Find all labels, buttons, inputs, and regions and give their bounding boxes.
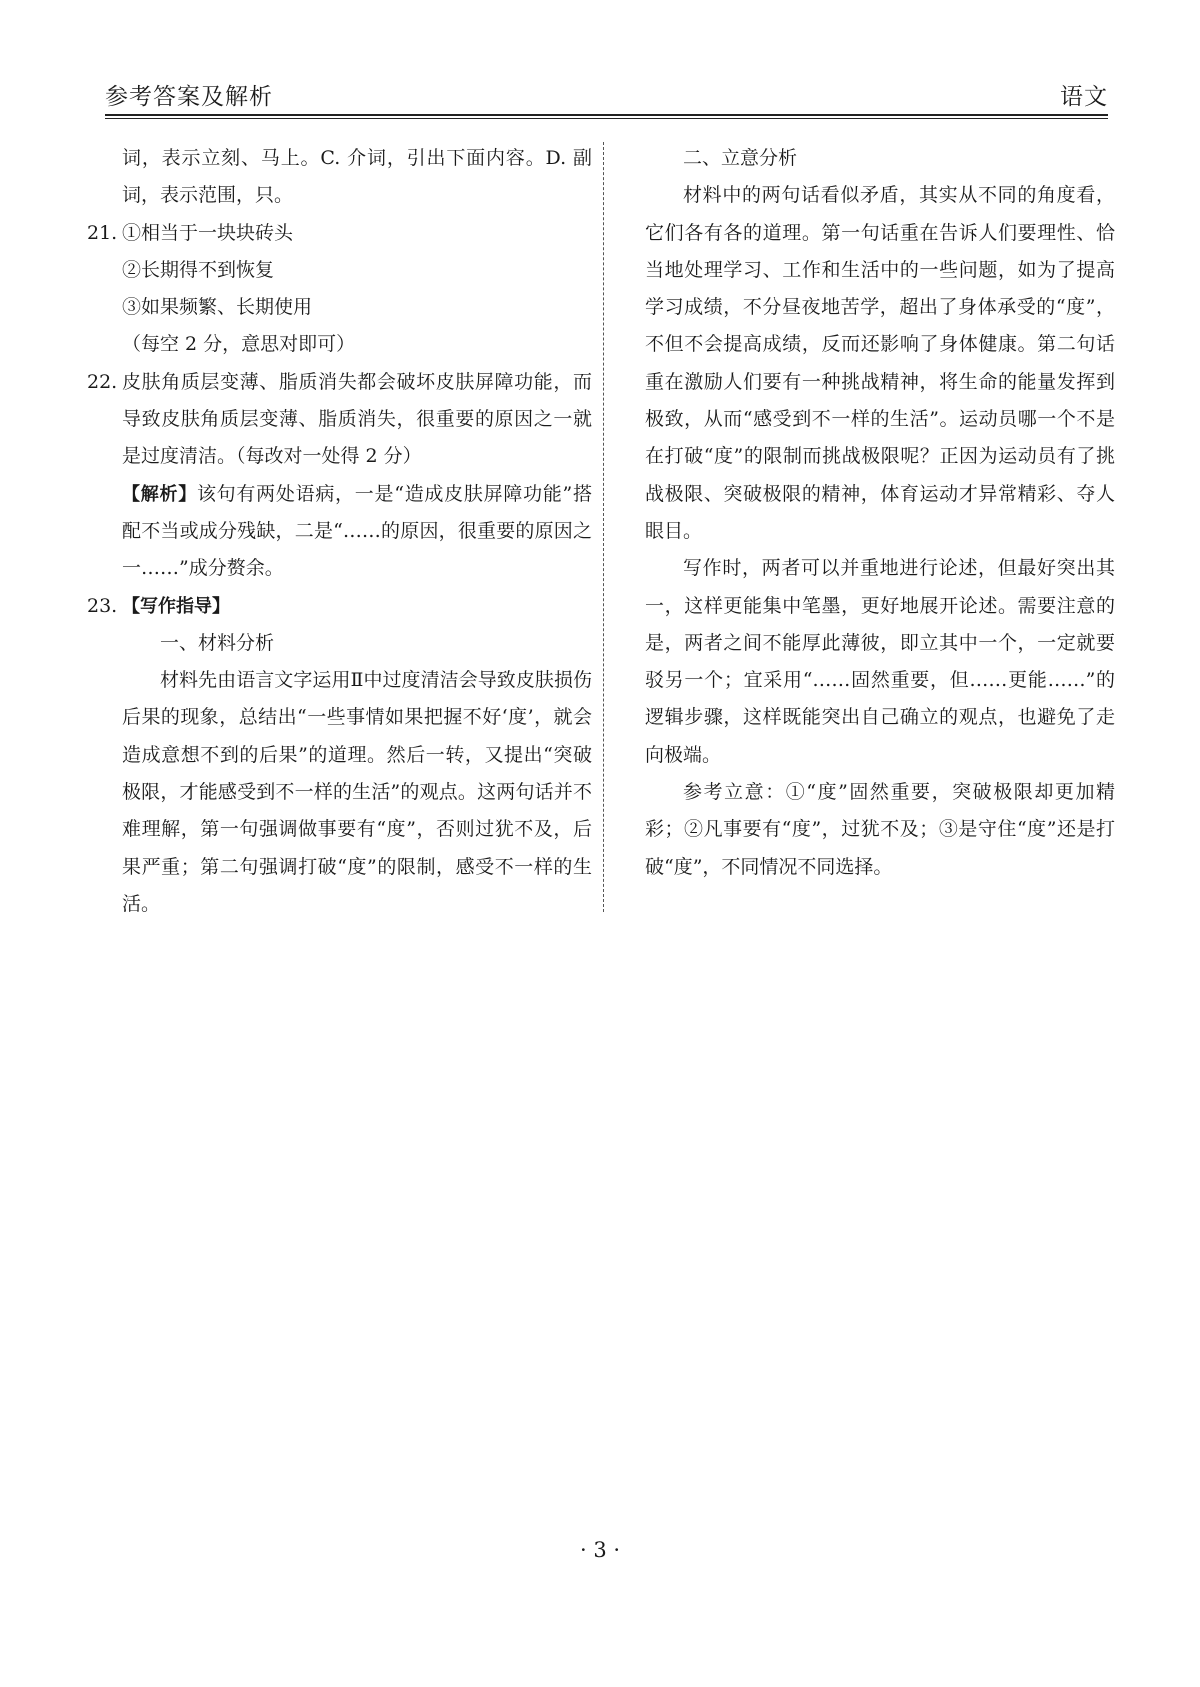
answer-21-2: ②长期得不到恢复 — [122, 258, 275, 281]
question-number: 21. — [87, 221, 118, 244]
answer-22: 皮肤角质层变薄、脂质消失都会破坏皮肤屏障功能，而导致皮肤角质层变薄、脂质消失，很重要的原因之一就是过度清洁。（每改对一处得 2 分） — [122, 370, 592, 468]
paragraph: 写作时，两者可以并重地进行论述，但最好突出其一，这样更能集中笔墨，更好地展开论述。需要注意的是，两者之间不能厚此薄彼，即立其中一个，一定就要驳另一个；宜采用“……固然重要，但……更能……”的逻辑步骤，这样既能突出自己确立的观点，也避免了走向极端。 — [645, 557, 1115, 766]
question-23 — [87, 588, 592, 924]
analysis-22 — [122, 476, 592, 588]
header-rule — [105, 118, 1108, 119]
header-title: 参考答案及解析 — [105, 84, 273, 110]
analysis-text: 该句有两处语病，一是“造成皮肤屏障功能”搭配不当或成分残缺，二是“……的原因，很重要的原因之一……”成分赘余。 — [122, 482, 593, 580]
page-header — [105, 78, 1108, 116]
right-column — [645, 140, 1115, 886]
material-analysis: 材料先由语言文字运用Ⅱ中过度清洁会导致皮肤损伤后果的现象，总结出“一些事情如果把握不好‘度’，就会造成意想不到的后果”的道理。然后一转，又提出“突破极限，才能感受到不一样的生活”的观点。这两句话并不难理解，第一句强调做事要有“度”，否则过犹不及，后果严重；第二句强调打破“度”的限制，感受不一样的生活。 — [122, 669, 592, 915]
continuation-text: 词，表示立刻、马上。C. 介词，引出下面内容。D. 副词，表示范围，只。 — [122, 147, 592, 207]
page-number: · 3 · — [579, 1538, 621, 1562]
analysis-tag: 【解析】 — [122, 483, 197, 505]
section-title: 一、材料分析 — [160, 631, 275, 654]
answer-21-1: ①相当于一块块砖头 — [122, 221, 294, 244]
answer-21-3: ③如果频繁、长期使用 — [122, 296, 313, 319]
question-22 — [87, 364, 593, 588]
question-21 — [87, 215, 592, 364]
header-subject: 语文 — [1060, 84, 1108, 110]
writing-guide-tag: 【写作指导】 — [122, 595, 230, 617]
question-number: 23. — [87, 594, 118, 617]
scoring-note: （每空 2 分，意思对即可） — [122, 333, 356, 356]
question-number: 22. — [87, 370, 118, 393]
section-title: 二、立意分析 — [683, 147, 798, 169]
column-divider — [603, 142, 604, 912]
paragraph: 材料中的两句话看似矛盾，其实从不同的角度看，它们各有各的道理。第一句话重在告诉人们要理性、恰当地处理学习、工作和生活中的一些问题，如为了提高学习成绩，不分昼夜地苦学，超出了身体承受的“度”，不但不会提高成绩，反而还影响了身体健康。第二句话重在激励人们要有一种挑战精神，将生命的能量发挥到极致，从而“感受到不一样的生活”。运动员哪一个不是在打破“度”的限制而挑战极限呢？正因为运动员有了挑战极限、突破极限的精神，体育运动才异常精彩、夺人眼目。 — [645, 184, 1115, 542]
left-column — [87, 140, 593, 923]
paragraph: 参考立意：①“度”固然重要，突破极限却更加精彩；②凡事要有“度”，过犹不及；③是守住“度”还是打破“度”，不同情况不同选择。 — [645, 781, 1115, 878]
